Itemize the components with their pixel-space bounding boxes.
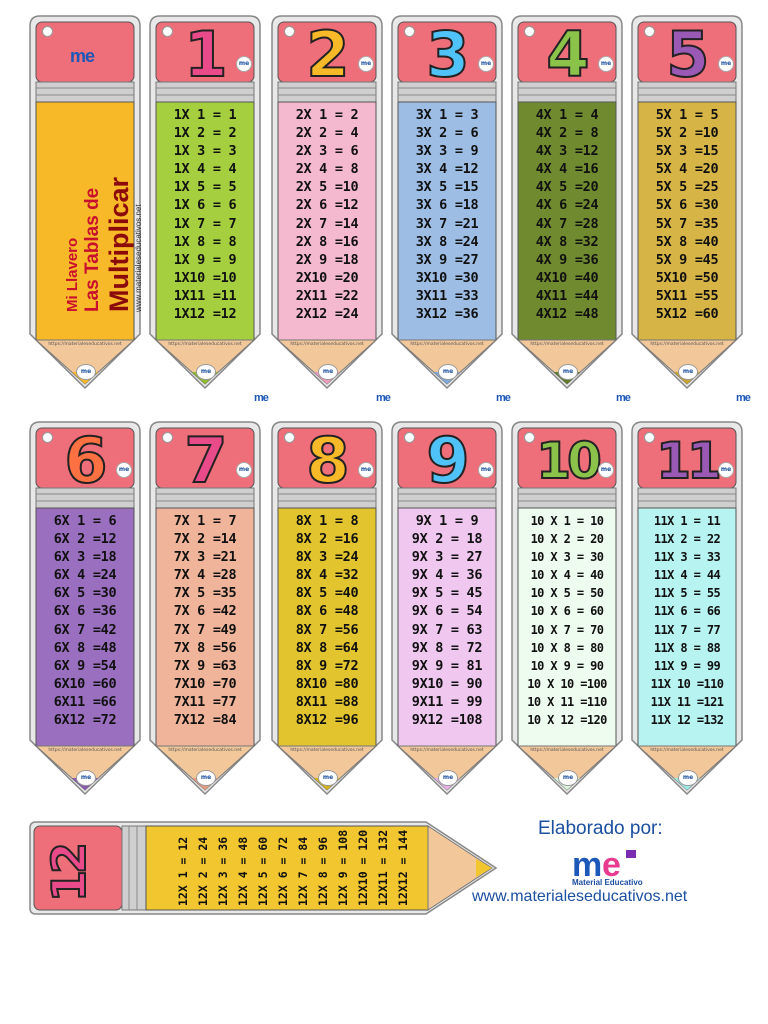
pencil-number: 7: [184, 424, 226, 497]
table-row: 4X 8 =32: [535, 233, 599, 250]
table-row: [361, 829, 390, 908]
table-row: 9X11 = 99: [411, 693, 483, 710]
table-row: 2X 9 =18: [295, 251, 359, 268]
table-rows: [398, 106, 496, 332]
small-logo-bubble: me: [196, 770, 216, 786]
table-row: 5X 3 =15: [655, 143, 719, 160]
pencil-number: 8: [306, 424, 348, 497]
table-row: 7X 9 =63: [173, 657, 237, 674]
table-row: 10 X 4 = 40: [530, 568, 604, 583]
logo-subtitle: Material Educativo: [572, 878, 643, 886]
table-row: 2X 7 =14: [295, 215, 359, 232]
table-row: 1X 1 = 1: [173, 107, 237, 123]
table-row: 7X 6 =42: [173, 603, 237, 620]
small-logo-bubble: me: [318, 770, 338, 786]
table-row: [161, 830, 190, 908]
logo-badge: me: [358, 56, 374, 72]
table-row: 5X 5 =25: [655, 179, 719, 196]
pencil-12-number: [34, 834, 104, 904]
me-logo: [70, 46, 94, 67]
table-row: 11X 2 = 22: [653, 532, 721, 547]
table-row: 2X 2 = 4: [295, 125, 359, 142]
pencil-number: 5: [666, 18, 708, 91]
table-row: 2X 5 =10: [295, 179, 359, 196]
pencil-6: [26, 418, 144, 798]
table-row: 2X 6 =12: [295, 197, 359, 214]
table-row: 2X11 =22: [295, 287, 359, 304]
table-row: 7X 8 =56: [173, 639, 237, 656]
table-rows: [398, 512, 496, 738]
table-row: 1X 7 = 7: [173, 215, 237, 232]
table-row: 9X 7 = 63: [411, 621, 483, 638]
table-row: [261, 830, 290, 908]
pencil-url: https://materialeseducativos.net: [290, 748, 364, 753]
table-row: 3X10 =30: [415, 269, 479, 286]
table-row: 4X10 =40: [535, 269, 599, 286]
table-row: 5X12 =60: [655, 306, 719, 323]
table-row: 7X12 =84: [173, 712, 237, 729]
table-row-text: 12X 6 = 72: [276, 836, 290, 906]
logo-badge: me: [598, 56, 614, 72]
svg-text:m: m: [572, 846, 603, 884]
table-row: 4X12 =48: [535, 306, 599, 323]
table-row: 5X 9 =45: [655, 251, 719, 268]
table-row: 11X 7 = 77: [653, 622, 721, 637]
table-row: 5X10 =50: [655, 269, 719, 286]
table-row: 8X10 =80: [295, 675, 359, 692]
table-row: 2X 3 = 6: [295, 143, 359, 160]
small-logo-bubble: me: [76, 770, 96, 786]
table-row: 11X 1 = 11: [653, 514, 721, 528]
table-rows: [518, 512, 616, 738]
pencil-2: [268, 12, 386, 392]
table-row: 8X12 =96: [295, 712, 359, 729]
table-row: 11X 6 = 66: [653, 604, 721, 619]
pencil-7: [146, 418, 264, 798]
table-row: 11X 12 =132: [650, 713, 724, 728]
pencil-8: [268, 418, 386, 798]
material-educativo-logo: [570, 846, 680, 886]
me-logo: me: [616, 392, 630, 404]
pencil-1: [146, 12, 264, 392]
table-row: 4X 4 =16: [535, 161, 599, 178]
table-row: 8X 4 =32: [295, 567, 359, 584]
table-row: 3X 3 = 9: [415, 143, 479, 160]
pencil-url: https://materialeseducativos.net: [168, 342, 242, 347]
table-row: 9X 8 = 72: [411, 639, 483, 656]
table-row: 5X 6 =30: [655, 197, 719, 214]
table-row: [381, 829, 410, 908]
table-row: 11X 5 = 55: [653, 586, 721, 601]
table-row: 10 X 5 = 50: [530, 586, 604, 601]
table-row: 11X 3 = 33: [653, 550, 721, 565]
me-logo: me: [496, 392, 510, 404]
table-row: 1X 9 = 9: [173, 251, 237, 268]
pencil-number: 11: [656, 432, 718, 490]
small-logo-bubble: me: [438, 364, 458, 380]
logo-badge: me: [358, 462, 374, 478]
table-row: 5X 7 =35: [655, 215, 719, 232]
small-logo-bubble: me: [438, 770, 458, 786]
table-row: 10 X 1 = 10: [530, 514, 604, 528]
pencil-number: 4: [546, 18, 588, 91]
table-row: [321, 829, 350, 908]
table-row: 8X 6 =48: [295, 603, 359, 620]
table-row: 6X 9 =54: [53, 657, 117, 674]
table-row: 9X 2 = 18: [411, 531, 483, 548]
pencil-url: https://materialeseducativos.net: [410, 748, 484, 753]
pencil-3: [388, 12, 506, 392]
table-row: 7X 7 =49: [173, 621, 237, 638]
table-row: 10 X 7 = 70: [530, 622, 604, 637]
table-row: 7X 4 =28: [173, 567, 237, 584]
table-row: 6X 1 = 6: [53, 513, 117, 529]
table-row: 8X 8 =64: [295, 639, 359, 656]
title-line-3: Multiplicar: [104, 176, 134, 312]
svg-text:e: e: [602, 846, 621, 884]
pencil-url: https://materialeseducativos.net: [48, 748, 122, 753]
pencil-url: https://materialeseducativos.net: [48, 342, 122, 347]
table-row: 8X 2 =16: [295, 531, 359, 548]
table-row: 4X 2 = 8: [535, 125, 599, 142]
table-row-text: 12X 9 = 108: [336, 829, 350, 906]
table-row: [241, 830, 270, 908]
table-row: 2X 8 =16: [295, 233, 359, 250]
table-row: 10 X 8 = 80: [530, 640, 604, 655]
logo-text: me: [70, 46, 95, 66]
table-row: 3X 4 =12: [415, 161, 479, 178]
table-row: 6X11 =66: [53, 693, 117, 710]
credit-title: Elaborado por:: [538, 818, 663, 839]
table-row: 10 X 11 =110: [527, 694, 607, 709]
pencil-number: 6: [64, 424, 106, 497]
table-row: 5X 2 =10: [655, 125, 719, 142]
table-row: [181, 830, 210, 908]
table-row: 1X 4 = 4: [173, 161, 237, 178]
logo-badge: me: [236, 462, 252, 478]
table-row: 2X 4 = 8: [295, 161, 359, 178]
table-row: 4X 9 =36: [535, 251, 599, 268]
pencil-url: https://materialeseducativos.net: [290, 342, 364, 347]
table-row-text: 12X 1 = 12: [176, 836, 190, 906]
table-row: 7X 2 =14: [173, 531, 237, 548]
pencil-5: [628, 12, 746, 392]
logo-badge: me: [478, 462, 494, 478]
table-row-text: 12X 7 = 84: [296, 836, 310, 906]
table-row: 3X 9 =27: [415, 251, 479, 268]
table-row: 6X 2 =12: [53, 531, 117, 548]
table-row: 3X 6 =18: [415, 197, 479, 214]
table-row: 11X 8 = 88: [653, 640, 721, 655]
table-row: 5X 4 =20: [655, 161, 719, 178]
table-row: 6X10 =60: [53, 675, 117, 692]
title-text: [64, 102, 144, 312]
logo-badge: me: [116, 462, 132, 478]
table-row: 6X12 =72: [53, 712, 117, 729]
table-row: 10 X 3 = 30: [530, 550, 604, 565]
small-logo-bubble: me: [76, 364, 96, 380]
table-row: 1X 5 = 5: [173, 179, 237, 196]
table-row: 5X 8 =40: [655, 233, 719, 250]
table-row: 9X10 = 90: [411, 675, 483, 692]
pencil-url: https://materialeseducativos.net: [410, 342, 484, 347]
table-row: [201, 830, 230, 908]
me-logo: me: [736, 392, 750, 404]
table-row-text: 12X10 = 120: [356, 829, 370, 906]
table-row: 3X 5 =15: [415, 179, 479, 196]
table-row: 6X 3 =18: [53, 549, 117, 566]
table-rows: [638, 106, 736, 332]
pencil-url: https://materialeseducativos.net: [530, 342, 604, 347]
table-row-text: 12X 5 = 60: [256, 836, 270, 906]
table-row: 6X 7 =42: [53, 621, 117, 638]
pencil-9: [388, 418, 506, 798]
table-row: [281, 830, 310, 908]
pencil-10: [508, 418, 626, 798]
pencil-number: 10: [536, 432, 598, 490]
table-row: 10 X 10 =100: [527, 676, 607, 691]
table-row: 1X12 =12: [173, 306, 237, 323]
pencil-number: 1: [184, 18, 226, 91]
small-logo-bubble: me: [558, 364, 578, 380]
logo-badge: me: [478, 56, 494, 72]
table-rows: [156, 512, 254, 738]
table-row-text: 12X 8 = 96: [316, 836, 330, 906]
pencil-url: https://materialeseducativos.net: [650, 342, 724, 347]
table-row: 4X 1 = 4: [535, 107, 599, 123]
table-row: 2X 1 = 2: [295, 107, 359, 123]
small-logo-bubble: me: [678, 770, 698, 786]
table-row: [221, 830, 250, 908]
table-rows: [278, 512, 376, 738]
table-row: [301, 830, 330, 908]
table-row: 4X11 =44: [535, 287, 599, 304]
table-row: 3X 8 =24: [415, 233, 479, 250]
table-rows: [278, 106, 376, 332]
pencil-number: 9: [426, 424, 468, 497]
logo-badge: me: [598, 462, 614, 478]
pencil-url: https://materialeseducativos.net: [168, 748, 242, 753]
table-row: 9X 4 = 36: [411, 567, 483, 584]
table-row: 3X 7 =21: [415, 215, 479, 232]
table-row: 9X 3 = 27: [411, 549, 483, 566]
table-row-text: 12X 3 = 36: [216, 836, 230, 906]
pencil-number: 2: [306, 18, 348, 91]
logo-badge: me: [718, 56, 734, 72]
table-row: 2X12 =24: [295, 306, 359, 323]
table-rows: [638, 512, 736, 738]
table-rows: [518, 106, 616, 332]
table-row: 11X 4 = 44: [653, 568, 721, 583]
table-row: 5X 1 = 5: [655, 107, 719, 123]
table-row: 1X 8 = 8: [173, 233, 237, 250]
table-row: 10 X 12 =120: [527, 713, 607, 728]
table-rows: [156, 106, 254, 332]
table-row: 3X 1 = 3: [415, 107, 479, 123]
title-line-4: www.materialeseducativos.net: [134, 204, 143, 312]
table-row: 3X11 =33: [415, 287, 479, 304]
table-row: 1X 3 = 3: [173, 143, 237, 160]
small-logo-bubble: me: [558, 770, 578, 786]
table-row: 6X 6 =36: [53, 603, 117, 620]
pencil-12: [26, 818, 506, 918]
table-row-text: 12X 2 = 24: [196, 836, 210, 906]
table-row: [341, 829, 370, 908]
table-row: 6X 4 =24: [53, 567, 117, 584]
table-row: 4X 3 =12: [535, 143, 599, 160]
table-row: 8X 9 =72: [295, 657, 359, 674]
table-row: 8X 1 = 8: [295, 513, 359, 529]
pencil-url: https://materialeseducativos.net: [530, 748, 604, 753]
table-row: 9X12 =108: [411, 712, 483, 729]
table-row: 8X 3 =24: [295, 549, 359, 566]
table-row: 8X 7 =56: [295, 621, 359, 638]
table-row: 6X 5 =30: [53, 585, 117, 602]
logo-badge: me: [718, 462, 734, 478]
table-row: 4X 7 =28: [535, 215, 599, 232]
table-row: 7X 3 =21: [173, 549, 237, 566]
table-row: 4X 6 =24: [535, 197, 599, 214]
pencil-12-table: [151, 828, 423, 908]
table-row: 4X 5 =20: [535, 179, 599, 196]
table-row: 9X 1 = 9: [415, 513, 479, 529]
table-row: 11X 9 = 99: [653, 658, 721, 673]
table-row: 3X 2 = 6: [415, 125, 479, 142]
small-logo-bubble: me: [678, 364, 698, 380]
small-logo-bubble: me: [196, 364, 216, 380]
table-row: 11X 10 =110: [650, 676, 724, 691]
table-row: 9X 6 = 54: [411, 603, 483, 620]
table-row: 9X 5 = 45: [411, 585, 483, 602]
title-line-1: Mi Llavero: [64, 237, 81, 312]
me-logo: me: [254, 392, 268, 404]
table-row: 7X10 =70: [173, 675, 237, 692]
table-row: 8X11 =88: [295, 693, 359, 710]
pencil-4: [508, 12, 626, 392]
pencil-url: https://materialeseducativos.net: [650, 748, 724, 753]
pencil-number: 3: [426, 18, 468, 91]
table-row-text: 12X11 = 132: [376, 829, 390, 906]
table-row: 1X10 =10: [173, 269, 237, 286]
table-row: 10 X 2 = 20: [530, 532, 604, 547]
table-row: 3X12 =36: [415, 306, 479, 323]
table-row-text: 12X12 = 144: [396, 829, 410, 906]
table-row: 1X11 =11: [173, 287, 237, 304]
table-row: 8X 5 =40: [295, 585, 359, 602]
table-row: 9X 9 = 81: [411, 657, 483, 674]
logo-badge: me: [236, 56, 252, 72]
table-row: 7X11 =77: [173, 693, 237, 710]
credit-url: www.materialeseducativos.net: [472, 888, 688, 905]
title-pencil: [26, 12, 144, 392]
table-row: 5X11 =55: [655, 287, 719, 304]
table-row: 10 X 6 = 60: [530, 604, 604, 619]
table-row: 11X 11 =121: [650, 694, 724, 709]
table-row: 7X 5 =35: [173, 585, 237, 602]
small-logo-bubble: me: [318, 364, 338, 380]
keyring-hole: [42, 26, 53, 37]
table-row: 2X10 =20: [295, 269, 359, 286]
table-row: 1X 2 = 2: [173, 125, 237, 142]
title-line-2: Las Tablas de: [82, 187, 103, 312]
table-row: 7X 1 = 7: [173, 513, 237, 529]
table-row: 10 X 9 = 90: [530, 658, 604, 673]
table-row: 6X 8 =48: [53, 639, 117, 656]
me-logo: me: [376, 392, 390, 404]
table-row: 1X 6 = 6: [173, 197, 237, 214]
table-rows: [36, 512, 134, 738]
pencil-12-number-text: 12: [42, 845, 96, 902]
table-row-text: 12X 4 = 48: [236, 836, 250, 906]
pencil-11: [628, 418, 746, 798]
